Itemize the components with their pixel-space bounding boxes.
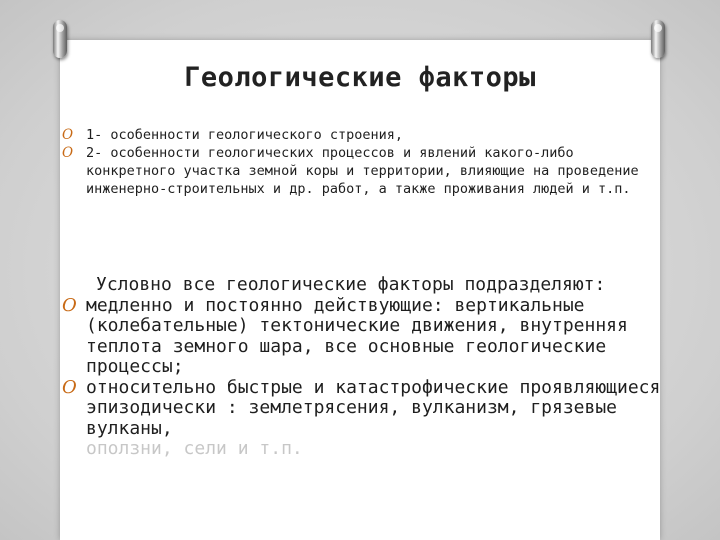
bullet-icon: O <box>62 376 77 398</box>
list-item-text: 2- особенности геологических процессов и явлений какого-либо конкретного участка земной коры и территории, влияющие на проведение инженерно-строительных и др. работ, а также проживания людей и т.п. <box>86 145 639 197</box>
cutoff-text: оползни, сели и т.п. <box>86 438 303 459</box>
slide-title: Геологические факторы <box>184 62 536 93</box>
list-item-text: медленно и постоянно действующие: вертикальные (колебательные) тектонические движения, внутренняя теплота земного шара, все основные геологические процессы; <box>86 294 628 377</box>
pushpin-icon <box>651 20 665 58</box>
bullet-icon: O <box>62 294 77 316</box>
list-item <box>62 126 652 144</box>
list-item-text: относительно быстрые и катастрофические проявляющиеся эпизодически : землетрясения, вулканизм, грязевые вулканы, <box>86 376 661 439</box>
list-item-text: 1- особенности геологического строения, <box>86 127 403 143</box>
list-item <box>62 296 672 378</box>
list-item <box>62 144 652 198</box>
pushpin-icon <box>53 20 67 58</box>
bullet-icon: O <box>62 145 74 161</box>
list-item <box>62 378 672 460</box>
classification-intro: Условно все геологические факторы подразделяют: <box>96 274 606 295</box>
factor-list <box>62 126 652 198</box>
classification-list <box>62 275 672 460</box>
bullet-icon: O <box>62 127 74 143</box>
